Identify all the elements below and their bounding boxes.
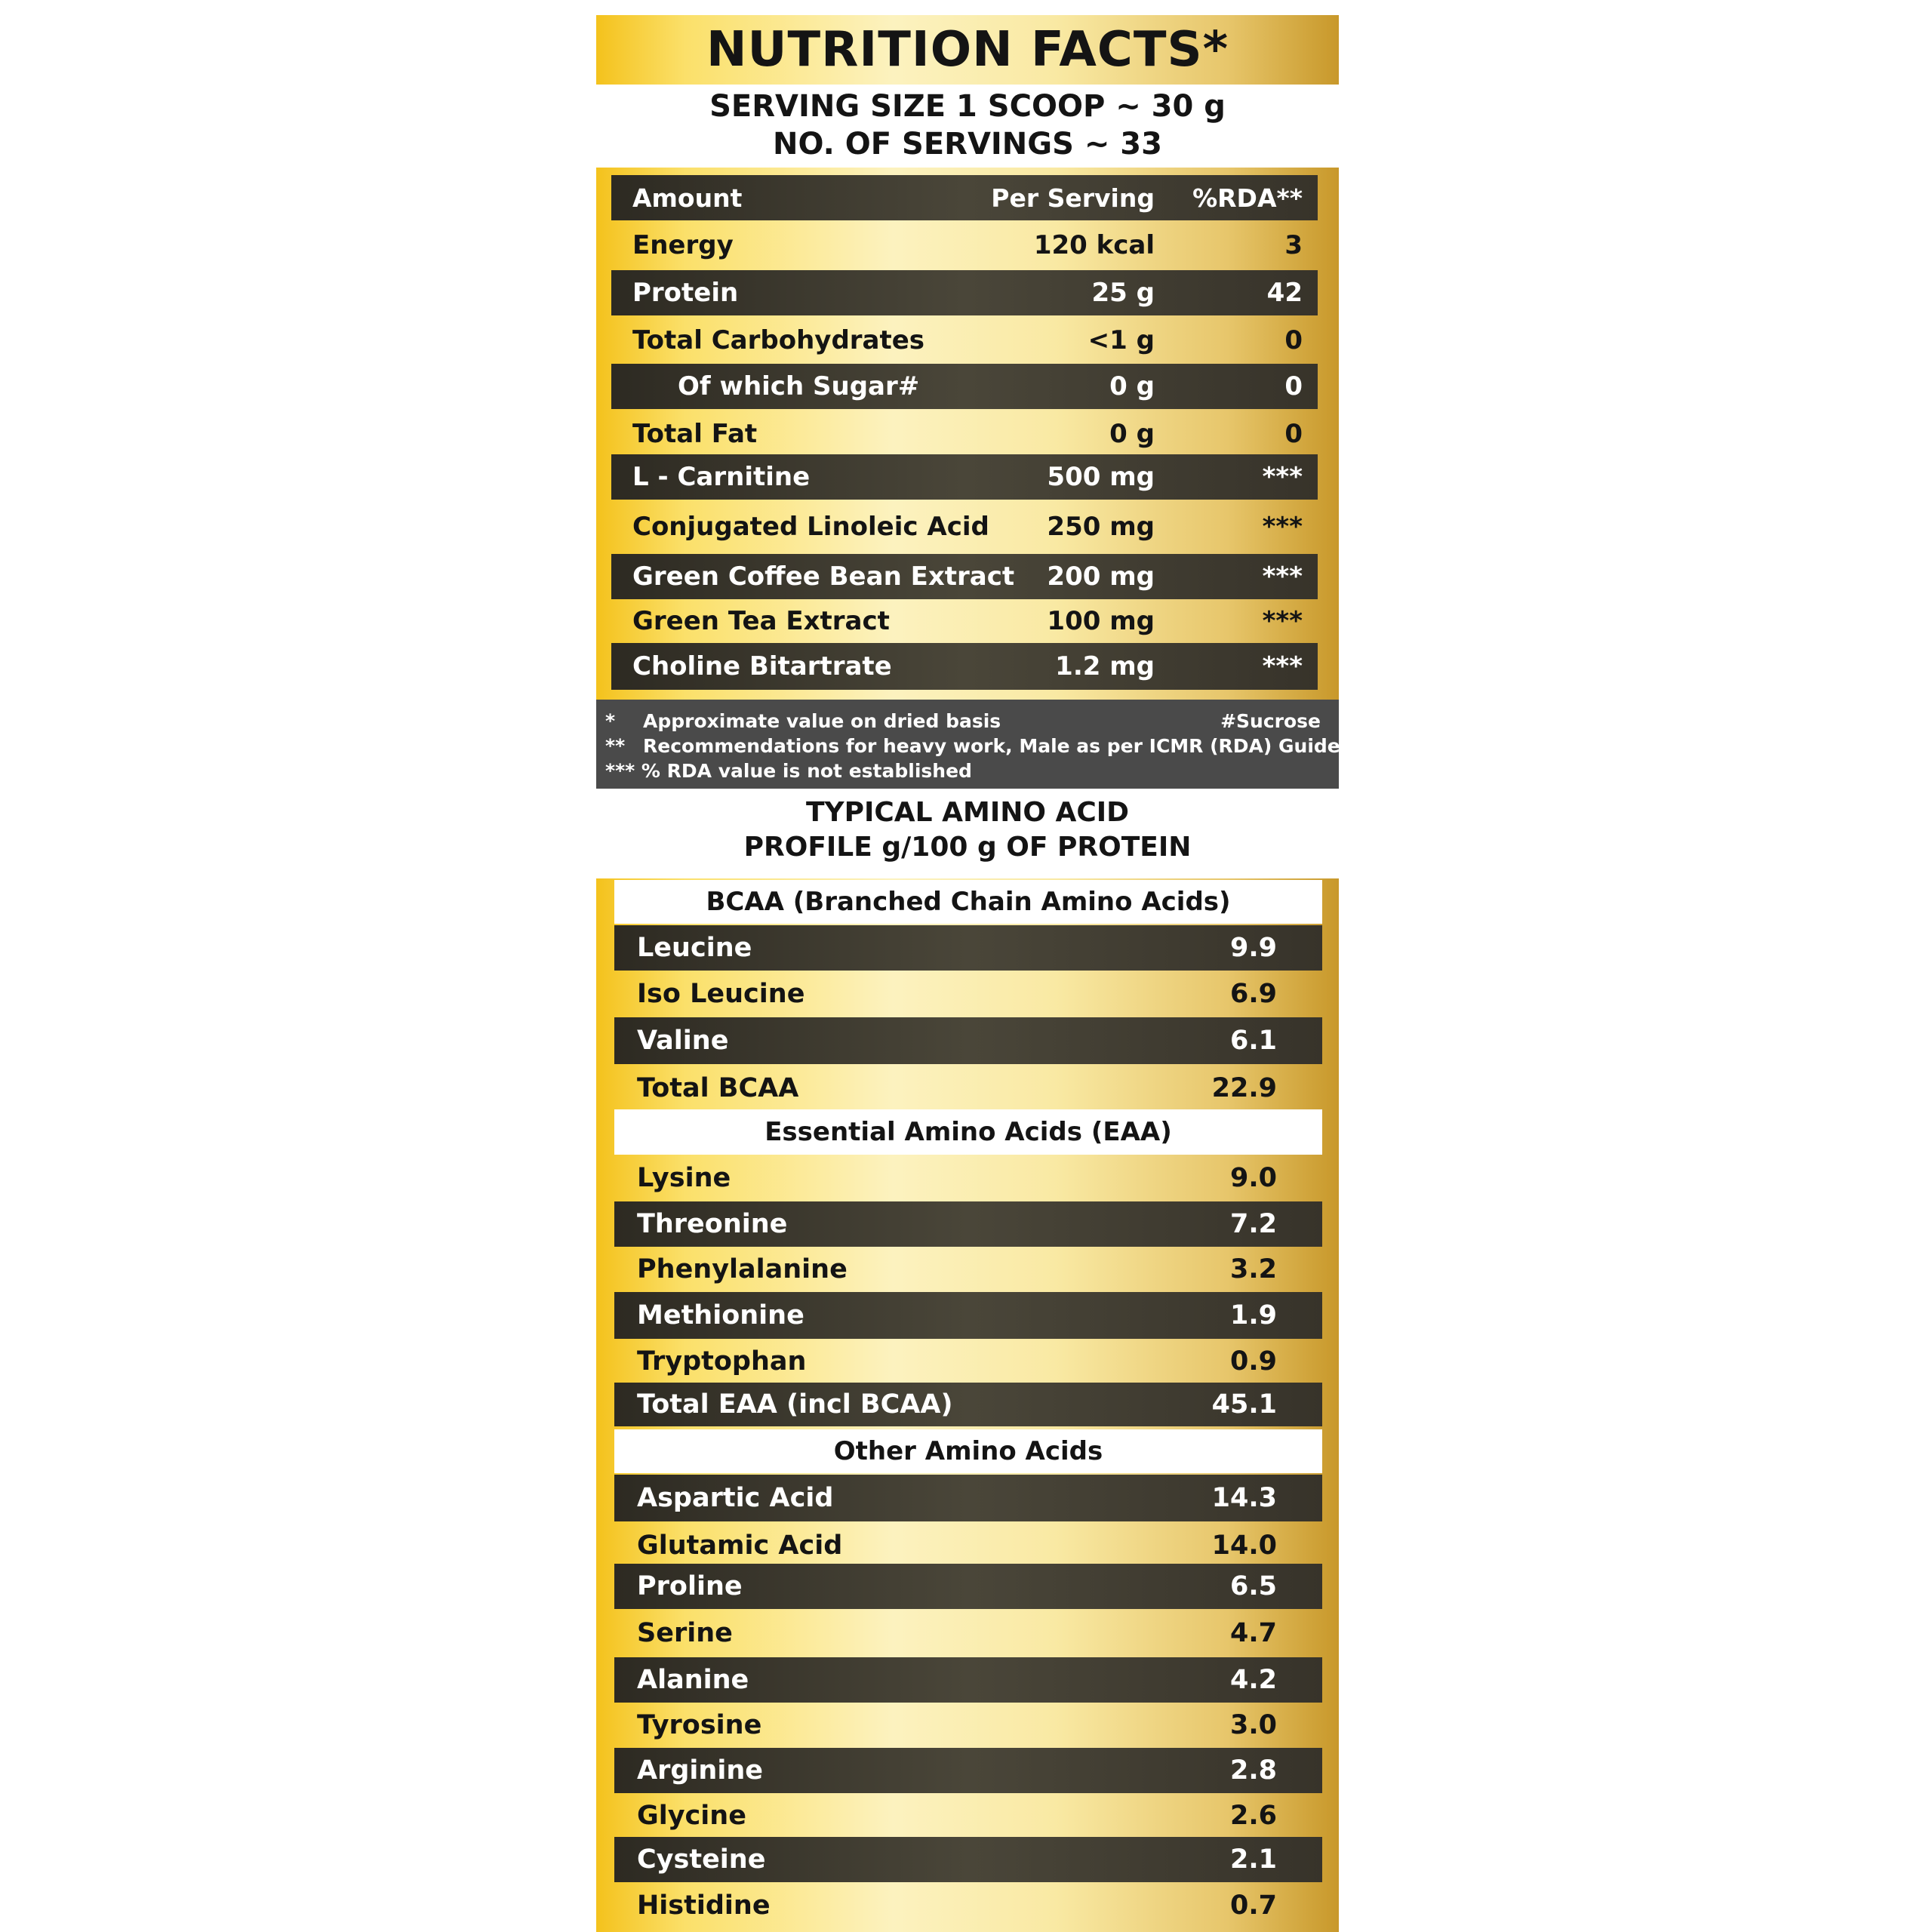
fact-row <box>611 601 1318 641</box>
amino-row <box>614 1017 1322 1064</box>
amino-row <box>614 1066 1322 1111</box>
fact-row <box>611 643 1318 690</box>
fact-rda: 0 <box>1284 419 1303 449</box>
serving-size: SERVING SIZE 1 SCOOP ~ 30 g <box>709 89 1226 124</box>
section-header-bcaa <box>614 880 1322 924</box>
amino-name: Alanine <box>637 1665 749 1695</box>
amino-row <box>614 1704 1322 1746</box>
amino-name: Tryptophan <box>637 1346 807 1377</box>
section-title: BCAA (Branched Chain Amino Acids) <box>706 887 1231 917</box>
header-rda: %RDA** <box>1192 183 1303 213</box>
fact-amount: <1 g <box>1088 325 1155 355</box>
fact-row <box>611 454 1318 500</box>
amino-name: Proline <box>637 1571 743 1601</box>
fact-name: Total Fat <box>632 419 758 449</box>
note-3-text: *** % RDA value is not established <box>605 760 972 782</box>
amino-title-line-1: TYPICAL AMINO ACID <box>805 797 1130 828</box>
amino-value: 4.2 <box>1229 1665 1277 1695</box>
fact-row <box>611 223 1318 267</box>
amino-value: 1.9 <box>1229 1300 1277 1331</box>
amino-row <box>614 1248 1322 1291</box>
fact-amount: 500 mg <box>1047 462 1155 492</box>
amino-row <box>614 1475 1322 1521</box>
fact-rda: 3 <box>1284 230 1303 260</box>
fact-amount: 100 mg <box>1047 606 1155 636</box>
fact-amount: 0 g <box>1109 371 1155 401</box>
footnotes-box <box>596 700 1450 789</box>
fact-amount: 250 mg <box>1047 512 1155 542</box>
amino-value: 14.0 <box>1211 1531 1277 1561</box>
fact-rda: *** <box>1262 462 1303 492</box>
note-1-text: Approximate value on dried basis <box>643 710 1001 732</box>
fact-amount: 200 mg <box>1047 561 1155 592</box>
amino-row <box>614 1523 1322 1568</box>
note-sucrose: #Sucrose <box>1220 710 1321 732</box>
amino-value: 3.0 <box>1229 1710 1277 1740</box>
fact-row <box>611 364 1318 409</box>
amino-value: 4.7 <box>1229 1618 1277 1648</box>
amino-name: Phenylalanine <box>637 1254 848 1284</box>
amino-name: Tyrosine <box>637 1710 762 1740</box>
fact-amount: 0 g <box>1109 419 1155 449</box>
amino-row <box>614 925 1322 971</box>
amino-row <box>614 1292 1322 1339</box>
amino-value: 9.0 <box>1229 1163 1277 1193</box>
fact-amount: 1.2 mg <box>1055 651 1155 681</box>
amino-row <box>614 1837 1322 1882</box>
fact-rda: *** <box>1262 651 1303 681</box>
amino-row <box>614 1340 1322 1383</box>
fact-rda: 42 <box>1266 278 1303 308</box>
fact-row <box>611 554 1318 599</box>
fact-amount: 120 kcal <box>1033 230 1155 260</box>
fact-rda: *** <box>1262 561 1303 592</box>
facts-header-row <box>611 175 1318 220</box>
header-amount: Amount <box>632 183 743 213</box>
amino-name: Threonine <box>637 1209 788 1239</box>
amino-name: Serine <box>637 1618 733 1648</box>
amino-name: Valine <box>637 1026 729 1056</box>
servings-count: NO. OF SERVINGS ~ 33 <box>773 127 1162 162</box>
fact-name: Protein <box>632 278 739 308</box>
fact-rda: *** <box>1262 606 1303 636</box>
amino-name: Glycine <box>637 1801 746 1831</box>
amino-row <box>614 1611 1322 1656</box>
amino-row <box>614 1657 1322 1703</box>
amino-value: 7.2 <box>1229 1209 1277 1239</box>
amino-name: Lysine <box>637 1163 731 1193</box>
amino-row <box>614 1884 1322 1927</box>
amino-row <box>614 972 1322 1016</box>
fact-name: Total Carbohydrates <box>632 325 925 355</box>
amino-name: Aspartic Acid <box>637 1483 834 1513</box>
amino-value: 2.6 <box>1229 1801 1277 1831</box>
amino-row <box>614 1383 1322 1426</box>
amino-value: 45.1 <box>1211 1389 1277 1420</box>
amino-row <box>614 1201 1322 1247</box>
amino-name: Cysteine <box>637 1844 766 1875</box>
header-per-serving: Per Serving <box>991 183 1155 213</box>
fact-row <box>611 270 1318 315</box>
fact-rda: 0 <box>1284 325 1303 355</box>
fact-amount: 25 g <box>1091 278 1155 308</box>
section-header-other <box>614 1429 1322 1473</box>
amino-value: 22.9 <box>1211 1073 1277 1103</box>
amino-row <box>614 1795 1322 1837</box>
amino-value: 2.8 <box>1229 1755 1277 1786</box>
fact-rda: *** <box>1262 512 1303 542</box>
fact-name: L - Carnitine <box>632 462 811 492</box>
amino-value: 9.9 <box>1229 933 1277 963</box>
section-header-eaa <box>614 1109 1322 1155</box>
amino-name: Glutamic Acid <box>637 1531 843 1561</box>
fact-row <box>611 412 1318 456</box>
page-title: NUTRITION FACTS* <box>706 22 1229 78</box>
amino-value: 2.1 <box>1229 1844 1277 1875</box>
amino-value: 3.2 <box>1229 1254 1277 1284</box>
fact-name: Green Coffee Bean Extract <box>632 561 1015 592</box>
fact-name: Choline Bitartrate <box>632 651 892 681</box>
amino-name: Total EAA (incl BCAA) <box>637 1389 953 1420</box>
amino-row <box>614 1564 1322 1609</box>
fact-row <box>611 318 1318 362</box>
amino-value: 6.9 <box>1229 979 1277 1009</box>
amino-value: 0.9 <box>1229 1346 1277 1377</box>
note-1-mark: * <box>605 710 616 732</box>
note-2-text: Recommendations for heavy work, Male as per ICMR (RDA) Guidelines 2010 <box>643 735 1450 757</box>
amino-name: Iso Leucine <box>637 979 805 1009</box>
amino-name: Histidine <box>637 1890 771 1921</box>
fact-name: Green Tea Extract <box>632 606 890 636</box>
fact-row <box>611 501 1318 552</box>
section-title: Essential Amino Acids (EAA) <box>764 1117 1172 1147</box>
section-title: Other Amino Acids <box>833 1436 1103 1466</box>
amino-row <box>614 1156 1322 1200</box>
amino-name: Leucine <box>637 933 752 963</box>
amino-value: 0.7 <box>1229 1890 1277 1921</box>
amino-title-line-2: PROFILE g/100 g OF PROTEIN <box>743 832 1192 863</box>
amino-value: 6.5 <box>1229 1571 1277 1601</box>
fact-name: Conjugated Linoleic Acid <box>632 512 989 542</box>
fact-name: Energy <box>632 230 734 260</box>
fact-name: Of which Sugar# <box>678 371 920 401</box>
amino-name: Methionine <box>637 1300 804 1331</box>
amino-row <box>614 1748 1322 1793</box>
amino-value: 6.1 <box>1229 1026 1277 1056</box>
fact-rda: 0 <box>1284 371 1303 401</box>
note-2-mark: ** <box>605 735 626 757</box>
amino-value: 14.3 <box>1211 1483 1277 1513</box>
amino-name: Arginine <box>637 1755 763 1786</box>
amino-name: Total BCAA <box>637 1073 799 1103</box>
